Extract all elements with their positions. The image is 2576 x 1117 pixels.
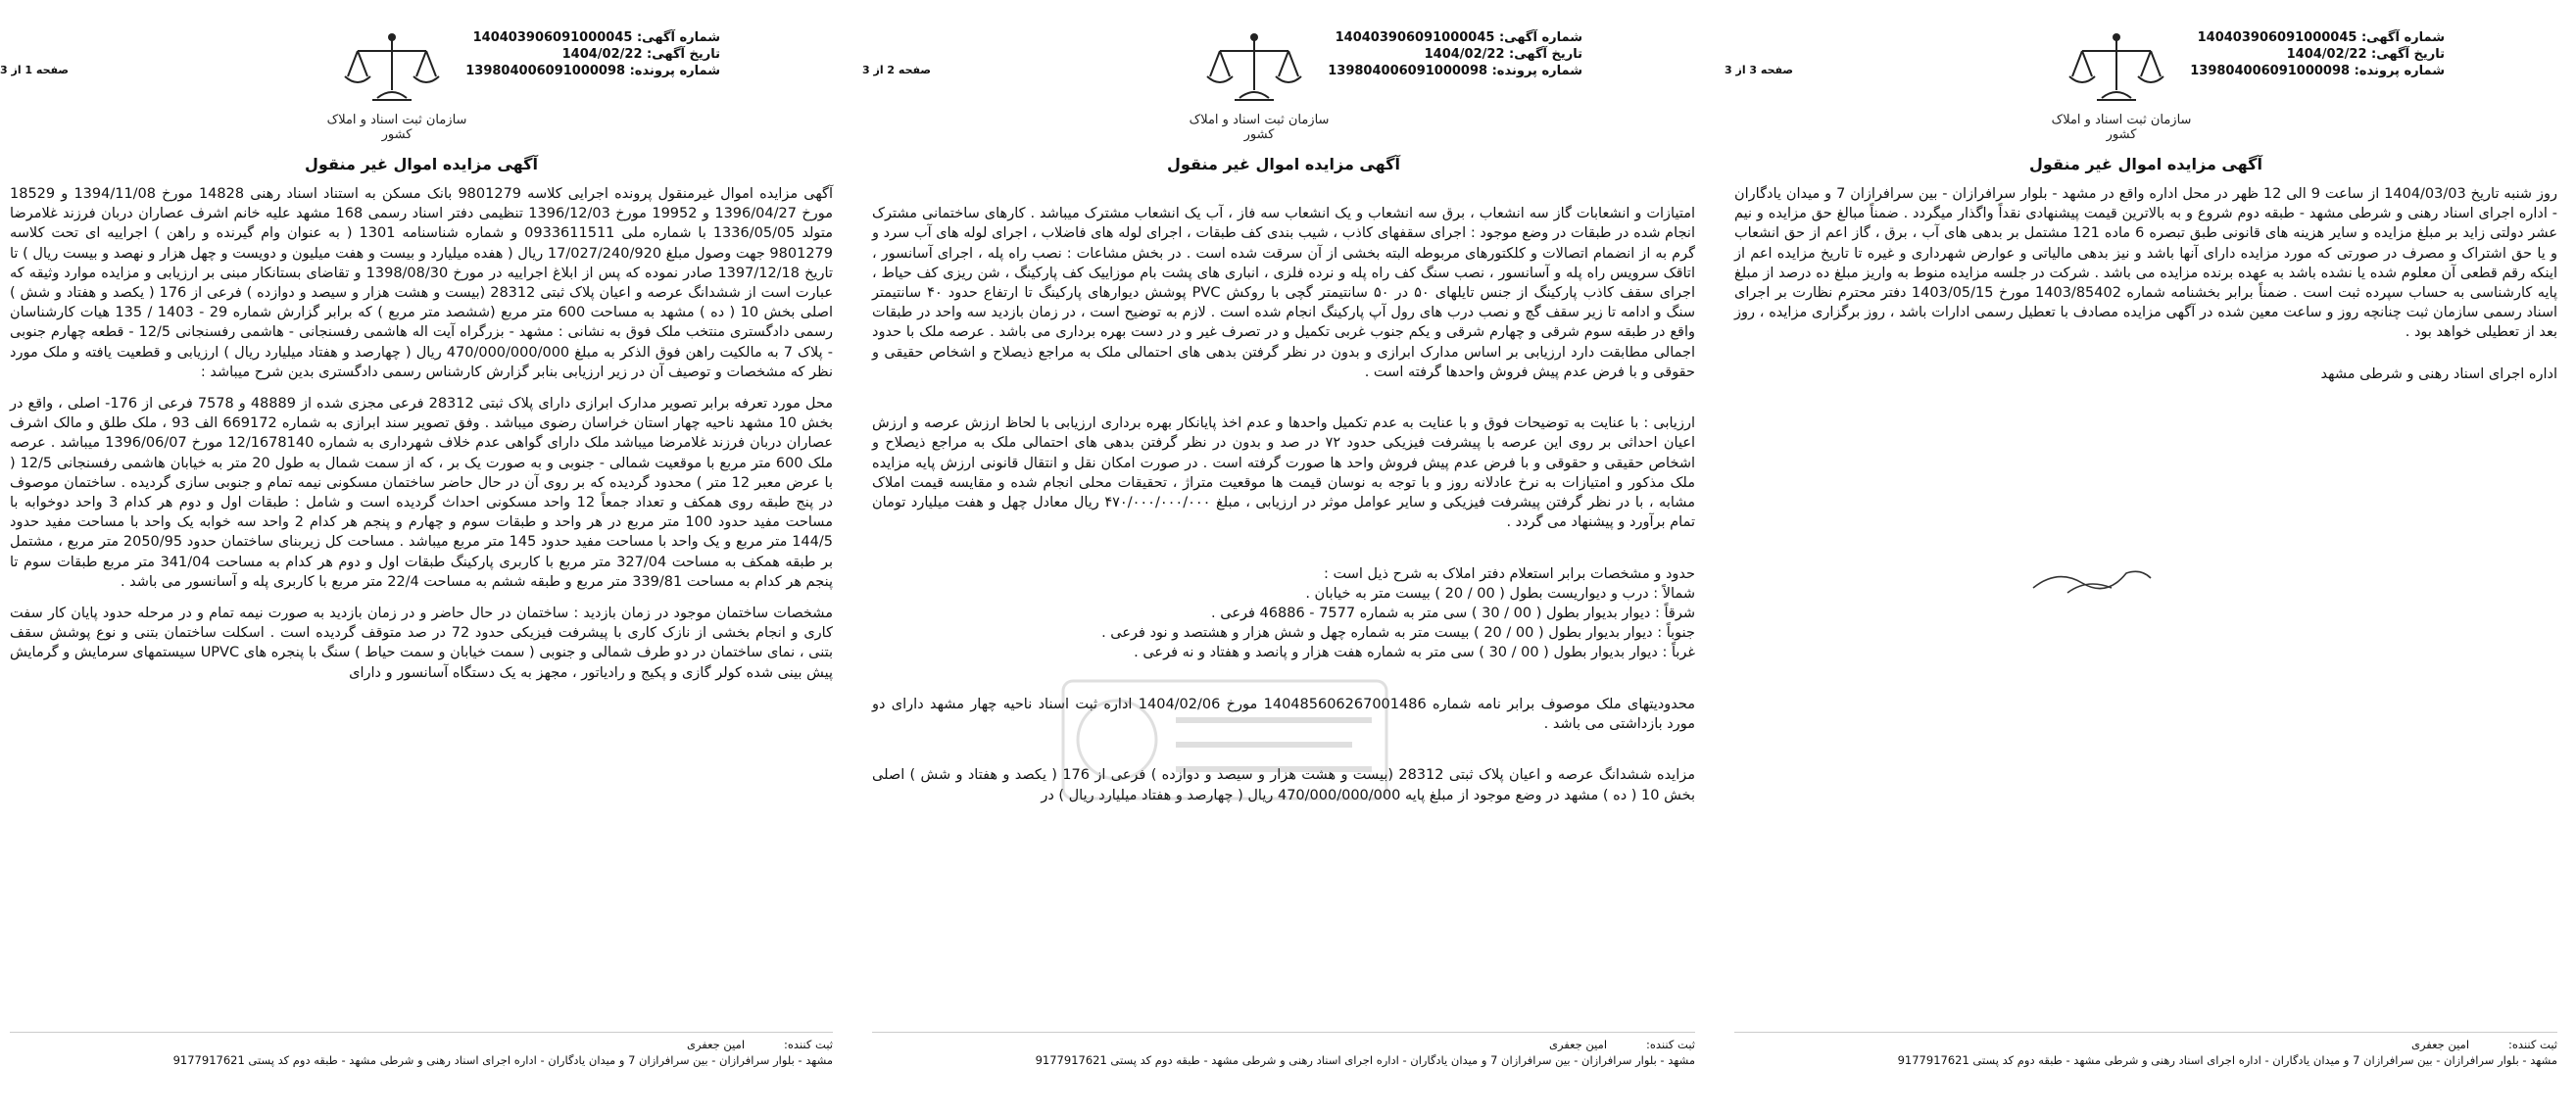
ad-date-label: تاریخ آگهی: — [647, 47, 720, 62]
ad-no-label: شماره آگهی: — [636, 30, 720, 45]
paragraph: امتیازات و انشعابات گاز سه انشعاب ، برق سه انشعاب و یک انشعاب سه فاز ، آب یک انشعاب مشترک میباشد . کارهای ساختمانی مشترک انجام شده در طبقات در وضع موجود : اجرای سقفهای کاذب ، شیب بندی کف طبقات ، اجرای لوله های فاضلاب ، اجرای لوله های آب سرد و گرم به از انضمام اتصالات و کلکتورهای مربوطه البته بخشی از آن سرقت شده است . در بخش مشاعات : نصب راه پله ، اجرای آسانسور ، اتاقک سرویس راه پله و آسانسور ، نصب سنگ کف راه پله و نرده فلزی ، انباری های پشت بام موزاییک کف پارکینگ ، شن ریزی کف حیاط ، اجرای سقف کاذب پارکینگ از جنس تایلهای ۵۰ در ۵۰ سانتیمتر گچی با روکش PVC پوشش دیوارهای پارکینگ تا ارتفاع حدود ۴۰ سانتیمتر سنگ و ادامه تا زیر سقف گچ و نصب درب های رول آپ پارکینگ انجام شده است . لازم به توضیح است ، در زمان بازدید سه واحد در طبقات واقع در طبقه سوم شرقی و چهارم شرقی و یکم جنوب غربی تکمیل و در تصرف غیر و در دست بهره برداری می باشد . عرصه ملک با حدود اجمالی مطابقت دارد ارزیابی بر اساس مدارک ابرازی و بدون در نظر گرفتن بدهی های احتمالی ملک به مراجع ذیصلاح و اشخاص حقیقی و حقوقی و با فرض عدم پیش فروش واحدها گرفته است . — [872, 206, 1695, 380]
registrar-name: امین جعفری — [1548, 1038, 1608, 1051]
registrar-label: ثبت کننده: — [784, 1038, 833, 1051]
file-no-label: شماره پرونده: — [1491, 64, 1582, 78]
notice-body — [1734, 184, 2557, 396]
notice-title: آگهی مزایده اموال غیر منقول — [305, 155, 538, 173]
ad-no-value: 140403906091000045 — [472, 30, 633, 45]
registrar-label: ثبت کننده: — [1646, 1038, 1695, 1051]
file-no-label: شماره پرونده: — [2354, 64, 2445, 78]
page-footer — [10, 1032, 833, 1068]
page-header — [862, 20, 1705, 147]
paragraph: روز شنبه تاریخ 1404/03/03 از ساعت 9 الی 12 ظهر در محل اداره واقع در مشهد - بلوار سرافرازان - بین سرافرازان 7 و میدان یادگاران - اداره اجرای اسناد رهنی و شرطی مشهد - طبقه دوم شروع و به بالاترین قیمت پیشنهادی نقداً واگذار میگردد . ضمناً مبالغ حق مزایده و نیم عشر دولتی زاید بر مبلغ مزایده و سایر هزینه های قانونی طبق تبصره 6 ماده 121 مشتمل بر بدهی های آب ، برق ، گاز اعم از حق انشعاب و یا حق اشتراک و مصرف در صورتی که مورد مزایده دارای آنها باشد و نیز بدهی مالیاتی و عوارض شهرداری و غیره تا تاریخ مزایده اعم از اینکه رقم قطعی آن معلوم شده یا نشده باشد به عهده برنده مزایده می باشد . شرکت در جلسه مزایده منوط به واریز مبلغ ده درصد از مبلغ پایه کارشناسی به حساب سپرده ثبت است . ضمناً برابر بخشنامه شماره 1403/85402 مورخ 1403/05/15 دفتر محترم نظارت بر اجرای اسناد رسمی سازمان ثبت چنانچه روز و ساعت معین شده در آگهی مزایده مصادف با تعطیل رسمی ادارات باشد ، روز برگزاری مزایده ، روز بعد از تعطیلی خواهد بود . — [1734, 186, 2557, 341]
ad-date-value: 1404/02/22 — [2286, 47, 2367, 62]
page-footer — [1734, 1032, 2557, 1068]
notice-page-3 — [1725, 0, 2567, 1117]
notice-title: آگهی مزایده اموال غیر منقول — [2029, 155, 2262, 173]
paragraph: آگهی مزایده اموال غیرمنقول پرونده اجرایی کلاسه 9801279 بانک مسکن به استناد اسناد رهنی 14828 مورخ 1394/11/08 و 18529 مورخ 1396/04/27 و 19952 مورخ 1396/12/03 تنظیمی دفتر اسناد رسمی 168 مشهد علیه خانم اشرف عصاران دربان فرزند غلامرضا متولد 1336/05/05 با شماره ملی 0933611511 و شماره شناسنامه 1301 ( به عنوان وام گیرنده و راهن ) اجراییه ای تحت کلاسه 9801279 جهت وصول مبلغ 17/027/240/920 ریال ( هفده میلیارد و بیست و هفت میلیون و دویست و چهل هزار و نهصد و بیست ریال ) تا تاریخ 1397/12/18 صادر نموده که پس از ابلاغ اجراییه در مورخ 1398/08/30 و تقاضای بستانکار مبنی بر ارزیابی و مزایده موارد وثیقه که عبارت است از ششدانگ عرصه و اعیان پلاک ثبتی 28312 (بیست و هشت هزار و سیصد و دوازده ) فرعی از 176 ( یکصد و هفتاد و شش ) اصلی بخش 10 ( ده ) مشهد به مساحت 600 متر مربع (ششصد متر مربع ) که برابر گزارش شماره 29 - 1403 / 135 هیات کارشناسان رسمی دادگستری منتخب ملک فوق به نشانی : مشهد - بزرگراه آیت اله هاشمی رفسنجانی - هاشمی رفسنجانی 12/5 - قطعه چهارم جنوبی - پلاک 7 به مالکیت راهن فوق الذکر به مبلغ 470/000/000/000 ریال ( چهارصد و هفتاد میلیارد ریال ) ارزیابی و قطعیت یافته و ملک مورد نظر که مشخصات و توصیف آن در زیر ارزیابی بنابر گزارش کارشناس رسمی دادگستری بدین شرح میباشد : — [10, 186, 834, 380]
office-address: مشهد - بلوار سرافرازان - بین سرافرازان 7 و میدان یادگاران - اداره اجرای اسناد رهنی و شرطی مشهد - طبقه دوم کد پستی 9177917621 — [1035, 1053, 1695, 1067]
ad-date-label: تاریخ آگهی: — [2371, 47, 2445, 62]
ad-no-value: 140403906091000045 — [1335, 30, 1495, 45]
page-footer — [872, 1032, 1695, 1068]
paragraph: مشخصات ساختمان موجود در زمان بازدید : ساختمان در حال حاضر و در زمان بازدید به صورت نیمه تمام و در مرحله حدود پایان کار سفت کاری و انجام بخشی از نازک کاری با پیشرفت فیزیکی حدود 72 در صد متوقف گردیده است . اسکلت ساختمان بتنی و نوع پوشش سقف بتنی ، نمای ساختمان در دو طرف شمالی و جنوبی ( سمت خیابان و سمت حیاط ) سنگ با پنجره های UPVC سیستمهای سرمایش و گرمایش پیش بینی شده کولر گازی و پکیج و رادیاتور ، مجهز به یک دستگاه آسانسور و دارای — [10, 606, 834, 681]
office-address: مشهد - بلوار سرافرازان - بین سرافرازان 7 و میدان یادگاران - اداره اجرای اسناد رهنی و شرطی مشهد - طبقه دوم کد پستی 9177917621 — [172, 1053, 833, 1067]
notice-title: آگهی مزایده اموال غیر منقول — [1167, 155, 1400, 173]
paragraph: محدودیتهای ملک موصوف برابر نامه شماره 140485606267001486 مورخ 1404/02/06 اداره ثبت اسناد ناحیه چهار مشهد دارای دو مورد بازداشتی می باشد . — [872, 696, 1695, 733]
page-number: صفحه 2 از 3 — [862, 64, 932, 76]
file-no-value: 139804006091000098 — [1328, 64, 1488, 78]
ad-date-value: 1404/02/22 — [1424, 47, 1505, 62]
notice-meta — [1328, 29, 1582, 79]
registrar-name: امین جعفری — [686, 1038, 746, 1051]
notice-meta — [2190, 29, 2445, 79]
paragraph: ارزیابی : با عنایت به توضیحات فوق و با عنایت به عدم تکمیل واحدها و عدم اخذ پایانکار بهره برداری ارزیابی با لحاظ ارزش عرصه و ارزش اعیان احداثی بر روی این عرصه با پیشرفت فیزیکی حدود ۷۲ در صد و بدون در نظر گرفتن بدهی های احتمالی ملک به مراجع ذیصلاح و اشخاص حقیقی و حقوقی و با فرض عدم پیش فروش واحد ها صورت گرفته است . در صورت امکان نقل و انتقال قانونی ارزش پایه مزایده ملک مذکور و امتیازات به نرخ عادلانه روز و با توجه به نوسان قیمت ها موقعیت متراژ ، تحقیقات محلی انجام شده و مقایسه قیمت املاک مشابه ، با در نظر گرفتن پیشرفت فیزیکی و سایر عوامل موثر در ارزیابی ، مبلغ ۴۷۰/۰۰۰/۰۰۰/۰۰۰ ریال معادل چهل و هفت میلیارد تومان تمام برآورد و پیشنهاد می گردد . — [872, 415, 1695, 531]
file-no-value: 139804006091000098 — [465, 64, 626, 78]
notice-meta — [465, 29, 720, 79]
paragraph: حدود و مشخصات برابر استعلام دفتر املاک به شرح ذیل است : شمالاً : درب و دیواریست بطول ( 00 / 20 ) بیست متر به خیابان . شرقاً : دیوار بدیوار بطول ( 00 / 30 ) سی متر به شماره 7577 - 46886 فرعی . جنوباً : دیوار بدیوار بطول ( 00 / 20 ) بیست متر به شماره چهل و شش هزار و هشتصد و نود فرعی . غرباً : دیوار بدیوار بطول ( 00 / 30 ) سی متر به شماره هفت هزار و پانصد و هفتاد و نه فرعی . — [1101, 565, 1695, 661]
paragraph: مزایده ششدانگ عرصه و اعیان پلاک ثبتی 28312 (بیست و هشت هزار و سیصد و دوازده ) فرعی از 176 ( یکصد و هفتاد و شش ) اصلی بخش 10 ( ده ) مشهد در وضع موجود از مبلغ پایه 470/000/000/000 ریال ( چهارصد و هفتاد میلیارد ریال ) در — [872, 767, 1696, 803]
handwritten-signature-icon — [2028, 549, 2156, 603]
registrar-label: ثبت کننده: — [2508, 1038, 2557, 1051]
org-name: سازمان ثبت اسناد و املاک کشور — [1189, 113, 1330, 142]
page-header — [1725, 20, 2567, 147]
ad-date-label: تاریخ آگهی: — [1509, 47, 1582, 62]
notice-body — [10, 184, 833, 695]
ad-no-label: شماره آگهی: — [1498, 30, 1582, 45]
office-address: مشهد - بلوار سرافرازان - بین سرافرازان 7 و میدان یادگاران - اداره اجرای اسناد رهنی و شرطی مشهد - طبقه دوم کد پستی 9177917621 — [1897, 1053, 2557, 1067]
ad-date-value: 1404/02/22 — [561, 47, 643, 62]
page-number: صفحه 3 از 3 — [1725, 64, 1794, 76]
signing-office: اداره اجرای اسناد رهنی و شرطی مشهد — [2320, 365, 2557, 382]
registrar-name: امین جعفری — [2410, 1038, 2470, 1051]
notice-page-2 — [862, 0, 1705, 1117]
org-name: سازمان ثبت اسناد و املاک کشور — [2051, 113, 2192, 142]
file-no-label: شماره پرونده: — [629, 64, 720, 78]
paragraph: محل مورد تعرفه برابر تصویر مدارک ابرازی دارای پلاک ثبتی 28312 فرعی مجزی شده از 48889 و 7578 فرعی از 176- اصلی ، واقع در بخش 10 مشهد ناحیه چهار استان خراسان رضوی میباشد . وفق تصویر سند ابرازی به شماره 669172 الف 93 ، ملک طلق و مالک اشرف عصاران دربان فرزند غلامرضا میباشد ملک دارای گواهی عدم خلاف شهرداری به شماره 12/1678140 مورخ 1396/06/07 میباشد . عرصه ملک 600 متر مربع با موقعیت شمالی - جنوبی و به صورت یک بر ، که از سمت شمال به طول 20 متر به خیابان هاشمی رفسنجانی 12/5 ( با عرض معبر 12 متر ) محدود گردیده که بر روی آن در حال حاضر ساختمان مسکونی نیمه تمام و جنوبی سازی گردیده . ساختمان موصوف در پنج طبقه روی همکف و تعداد جمعاً 12 واحد مسکونی احداث گردیده است و شامل : طبقات اول و دوم هر کدام 3 واحد دوخوابه با مساحت مفید حدود 100 متر مربع در هر واحد و طبقات سوم و چهارم و پنجم هر کدام 2 واحد سه خوابه یک واحد با مساحت مفید حدود 144/5 متر مربع و یک واحد با مساحت مفید حدود 145 متر مربع میباشد . مساحت کل زیربنای ساختمان حدود 2050/95 متر مربع ، مشتمل بر طبقه همکف به مساحت 327/04 متر مربع با کاربری پارکینگ طبقات اول و دوم هر کدام به مساحت 341/04 متر مربع طبقات سوم تا پنجم هر کدام به مساحت 339/81 متر مربع و طبقه ششم به مساحت 22/4 متر مربع با کاربری پله و آسانسور می باشد . — [10, 396, 834, 590]
org-name: سازمان ثبت اسناد و املاک کشور — [326, 113, 467, 142]
ad-no-label: شماره آگهی: — [2360, 30, 2445, 45]
page-header — [0, 20, 843, 147]
file-no-value: 139804006091000098 — [2190, 64, 2351, 78]
ad-no-value: 140403906091000045 — [2197, 30, 2357, 45]
watermark-stamp-icon — [1058, 676, 1391, 803]
page-number: صفحه 1 از 3 — [0, 64, 70, 76]
notice-page-1 — [0, 0, 843, 1117]
